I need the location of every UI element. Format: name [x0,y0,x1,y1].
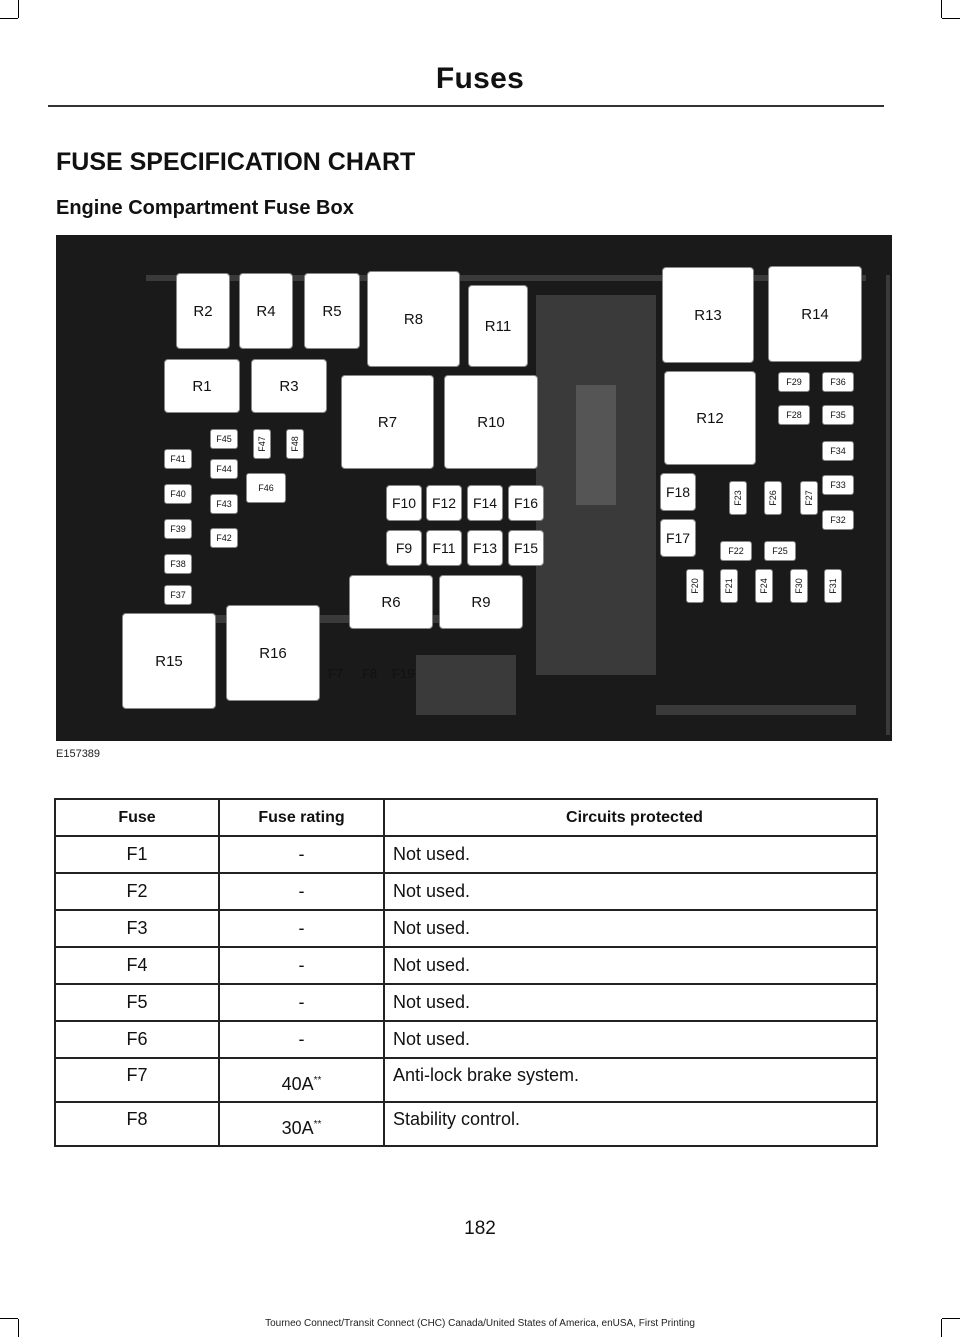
rating-value: 40A [281,1074,314,1094]
rating-footnote-mark: ** [313,1119,322,1130]
fuse-f7: F7 [328,666,344,681]
fuse-f11: F11 [426,530,462,566]
fuse-f39: F39 [164,519,192,539]
table-header-row [55,799,877,836]
fuse-f21-label: F21 [723,578,734,594]
fuse-f29: F29 [778,372,810,392]
cell-rating: - [219,873,384,910]
table-row [55,1102,877,1146]
fuse-f33: F33 [822,475,854,495]
fuse-f27-label: F27 [803,490,814,506]
crop-mark [0,18,18,19]
fuse-f36: F36 [822,372,854,392]
relay-r6: R6 [349,575,433,629]
fuse-f13: F13 [467,530,503,566]
relay-r2: R2 [176,273,230,349]
table-row [55,947,877,984]
fuse-f41: F41 [164,449,192,469]
fuse-f24 [755,569,773,603]
section-title: FUSE SPECIFICATION CHART [56,148,416,176]
cell-fuse: F3 [55,910,219,947]
fuse-f38: F38 [164,554,192,574]
cell-fuse: F8 [55,1102,219,1146]
fuse-f42: F42 [210,528,238,548]
fuse-f46: F46 [246,473,286,503]
fuse-f28: F28 [778,405,810,425]
relay-r3: R3 [251,359,327,413]
table-row [55,984,877,1021]
page-footer: Tourneo Connect/Transit Connect (CHC) Canada/United States of America, enUSA, First Printing [265,1318,695,1329]
fuse-f17: F17 [660,519,696,557]
fuse-f45: F45 [210,429,238,449]
fuse-f32: F32 [822,510,854,530]
relay-r7: R7 [341,375,434,469]
fuse-f19: F19 [392,666,415,681]
diagram-texture [886,275,890,735]
page-number: 182 [464,1218,496,1239]
table-row [55,1021,877,1058]
fuse-f15: F15 [508,530,544,566]
cell-fuse: F5 [55,984,219,1021]
cell-rating: - [219,910,384,947]
cell-rating [219,1102,384,1146]
fuse-f37: F37 [164,585,192,605]
crop-mark [942,18,960,19]
fuse-f26 [764,481,782,515]
fuse-f21 [720,569,738,603]
fuse-f30 [790,569,808,603]
fuse-f31 [824,569,842,603]
fuse-f35: F35 [822,405,854,425]
cell-fuse: F6 [55,1021,219,1058]
diagram-texture [656,705,856,715]
relay-r15: R15 [122,613,216,709]
fuse-f30-label: F30 [793,578,804,594]
fuse-f27 [800,481,818,515]
fuse-f48 [286,429,304,459]
fuse-f23-label: F23 [732,490,743,506]
cell-rating [219,1058,384,1102]
cell-rating: - [219,947,384,984]
cell-circuits: Not used. [384,947,877,984]
relay-r12: R12 [664,371,756,465]
relay-r11: R11 [468,285,528,367]
fuse-f47-label: F47 [256,436,267,452]
cell-rating: - [219,836,384,873]
relay-r5: R5 [304,273,360,349]
fuse-f10: F10 [386,485,422,521]
fuse-f12: F12 [426,485,462,521]
cell-circuits: Stability control. [384,1102,877,1146]
fuse-f24-label: F24 [758,578,769,594]
cell-circuits: Anti-lock brake system. [384,1058,877,1102]
table-row [55,910,877,947]
cell-circuits: Not used. [384,984,877,1021]
relay-r13: R13 [662,267,754,363]
table-row [55,873,877,910]
fuse-f25: F25 [764,541,796,561]
diagram-texture [576,385,616,505]
rating-footnote-mark: ** [313,1075,322,1086]
cell-circuits: Not used. [384,836,877,873]
fuse-f48-label: F48 [289,436,300,452]
cell-fuse: F7 [55,1058,219,1102]
relay-r16: R16 [226,605,320,701]
crop-mark [18,0,19,18]
relay-r1: R1 [164,359,240,413]
fuse-f20 [686,569,704,603]
fuse-f18: F18 [660,473,696,511]
fuse-f9: F9 [386,530,422,566]
cell-rating: - [219,1021,384,1058]
relay-r14: R14 [768,266,862,362]
fuse-f26-label: F26 [767,490,778,506]
rating-value: 30A [281,1118,314,1138]
fuse-f23 [729,481,747,515]
relay-r10: R10 [444,375,538,469]
diagram-texture [416,655,516,715]
cell-circuits: Not used. [384,873,877,910]
table-row [55,836,877,873]
header-divider [48,105,884,107]
fuse-f16: F16 [508,485,544,521]
cell-circuits: Not used. [384,910,877,947]
fuse-f44: F44 [210,459,238,479]
col-header-circuits: Circuits protected [384,799,877,836]
cell-fuse: F4 [55,947,219,984]
relay-r8: R8 [367,271,460,367]
relay-r4: R4 [239,273,293,349]
fuse-f14: F14 [467,485,503,521]
cell-fuse: F2 [55,873,219,910]
fuse-f31-label: F31 [827,578,838,594]
table-row [55,1058,877,1102]
page-header-title: Fuses [435,62,525,95]
cell-circuits: Not used. [384,1021,877,1058]
crop-mark [941,0,942,18]
fuse-f22: F22 [720,541,752,561]
col-header-fuse: Fuse [55,799,219,836]
fuse-f43: F43 [210,494,238,514]
relay-r9: R9 [439,575,523,629]
fuse-f20-label: F20 [689,578,700,594]
subsection-title: Engine Compartment Fuse Box [56,197,354,219]
fuse-f40: F40 [164,484,192,504]
col-header-rating: Fuse rating [219,799,384,836]
fuse-f47 [253,429,271,459]
cell-fuse: F1 [55,836,219,873]
cell-rating: - [219,984,384,1021]
fuse-f34: F34 [822,441,854,461]
fuse-f8: F8 [362,666,378,681]
figure-id: E157389 [56,748,101,760]
fuse-box-diagram [56,235,892,741]
fuse-spec-table [54,798,878,1147]
